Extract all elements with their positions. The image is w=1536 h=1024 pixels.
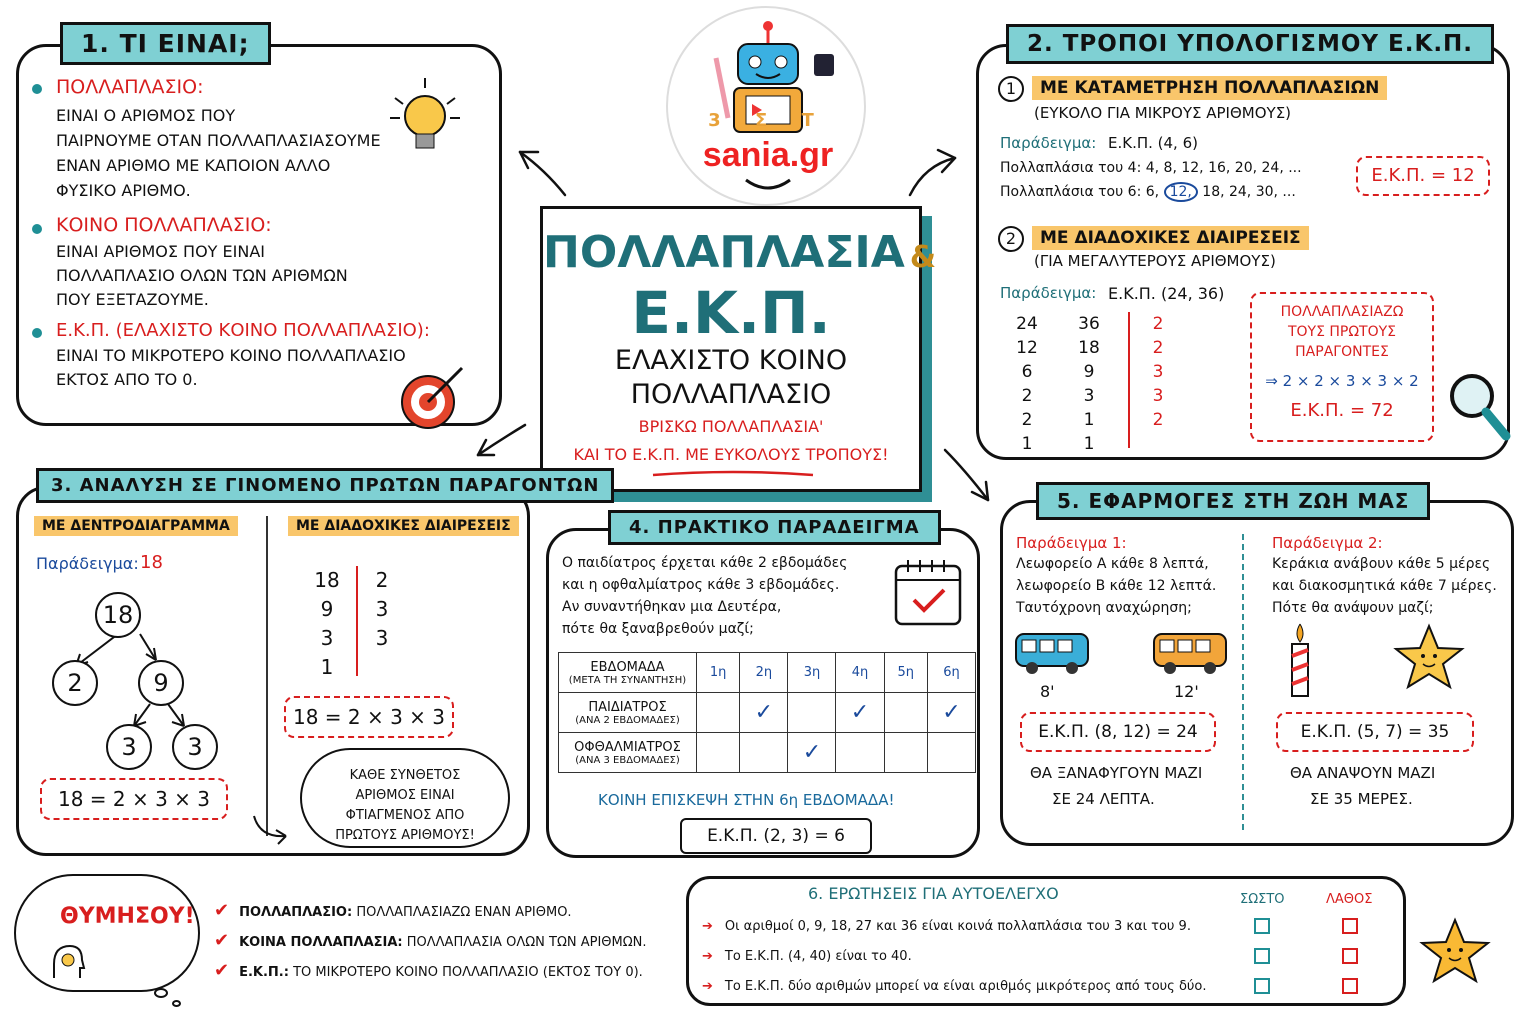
problem-line-2: και η οφθαλμίατρος κάθε 3 εβδομάδες. [562,577,840,593]
section-4-conclusion: ΚΟΙΝΗ ΕΠΙΣΚΕΨΗ ΣΤΗΝ 6η ΕΒΔΟΜΑΔΑ! [598,791,895,809]
calendar-icon [890,556,970,636]
remember-item [214,956,684,986]
section-1-title: 1. ΤΙ ΕΙΝΑΙ; [60,22,271,65]
center-title-box [540,206,937,492]
row-ophthalmologist: ΟΦΘΑΛΜΙΑΤΡΟΣ [574,739,681,755]
s3-division-col-b [370,566,394,653]
logo [666,6,866,206]
correct-header: ΣΩΣΤΟ [1240,892,1285,907]
row-pediatrician: ΠΑΙΔΙΑΤΡΟΣ [588,699,667,715]
division-cell: 1 [1083,410,1095,430]
division-cell: 3 [1083,386,1095,406]
remember-key: ΚΟΙΝΑ ΠΟΛΛΑΠΛΑΣΙΑ: [239,935,403,950]
division-method-heading: ΜΕ ΔΙΑΔΟΧΙΚΕΣ ΔΙΑΙΡΕΣΕΙΣ [288,516,519,536]
tree-node-right-left: 3 [106,724,152,770]
correct-checkbox[interactable] [1254,948,1270,964]
remember-value: ΠΟΛΛΑΠΛΑΣΙΑΖΩ ΕΝΑΝ ΑΡΙΘΜΟ. [356,905,572,920]
division-col-b [1072,312,1106,456]
division-cell: 2 [1152,338,1164,358]
wrong-checkbox[interactable] [1342,948,1358,964]
week-2: 2η [740,653,788,693]
s1-def-1-d: ΦΥΣΙΚΟ ΑΡΙΘΜΟ. [56,181,191,200]
s3-example-label: Παράδειγμα: [36,554,139,573]
quiz-row [702,912,1392,942]
division-cell: 24 [1016,314,1038,334]
multiples-of-6-a: Πολλαπλάσια του 6: 6, [1000,184,1160,200]
s5-example-2-line-2: και διακοσμητικά κάθε 7 μέρες. [1272,578,1497,594]
box-line-2: ΤΟΥΣ ΠΡΩΤΟΥΣ [1287,324,1397,340]
check-icon: ✔ [214,900,230,921]
check-icon: ✓ [836,693,884,733]
tagline-2: ΚΑΙ ΤΟ Ε.Κ.Π. ΜΕ ΕΥΚΟΛΟΥΣ ΤΡΟΠΟΥΣ! [573,445,889,464]
s5-example-1-line-2: λεωφορείο Β κάθε 12 λεπτά. [1016,578,1217,594]
tree-node-left: 2 [52,660,98,706]
cloud-line-3: ΦΤΙΑΓΜΕΝΟΣ ΑΠΟ [345,808,465,823]
s3-division-col-a [310,566,344,682]
week-4: 4η [836,653,884,693]
s1-def-2-b: ΠΟΛΛΑΠΛΑΣΙΟ ΟΛΩΝ ΤΩΝ ΑΡΙΘΜΩΝ [56,266,348,285]
division-cell: 1 [1021,434,1033,454]
s5-example-2-line-1: Κεράκια ανάβουν κάθε 5 μέρες [1272,556,1491,572]
check-icon: ✓ [927,693,975,733]
s1-term-2: ΚΟΙΝΟ ΠΟΛΛΑΠΛΑΣΙΟ: [56,214,272,236]
magnifier-icon [1444,370,1524,450]
s5-example-2-line-3: Πότε θα ανάψουν μαζί; [1272,600,1434,616]
division-cell: 3 [1152,362,1164,382]
week-3: 3η [788,653,836,693]
s5-example-2-title: Παράδειγμα 2: [1272,534,1383,552]
example-1: Ε.Κ.Π. (4, 6) [1108,134,1198,152]
bullet [32,84,42,94]
tree-method-heading: ΜΕ ΔΕΝΤΡΟΔΙΑΓΡΑΜΜΑ [34,516,238,536]
multiples-of-6-circled: 12, [1164,182,1198,202]
bus-1-interval: 8' [1040,682,1055,701]
cloud-line-2: ΑΡΙΘΜΟΣ ΕΙΝΑΙ [355,788,455,803]
check-icon: ✓ [740,693,788,733]
example-2: Ε.Κ.Π. (24, 36) [1108,284,1225,303]
check-icon: ✓ [788,733,836,773]
s1-def-1-a: ΕΙΝΑΙ Ο ΑΡΙΘΜΟΣ ΠΟΥ [56,106,236,125]
subtitle-2: ΠΟΛΛΑΠΛΑΣΙΟ [630,379,832,410]
s1-term-3: Ε.Κ.Π. (ΕΛΑΧΙΣΤΟ ΚΟΙΝΟ ΠΟΛΛΑΠΛΑΣΙΟ): [56,320,430,341]
s5-example-1-line-1: Λεωφορείο Α κάθε 8 λεπτά, [1016,556,1209,572]
section-2-title: 2. ΤΡΟΠΟΙ ΥΠΟΛΟΓΙΣΜΟΥ Ε.Κ.Π. [1006,24,1494,64]
division-col-divisors [1146,312,1170,432]
cloud-line-1: ΚΑΘΕ ΣΥΝΘΕΤΟΣ [349,768,461,783]
underline-squiggle [543,209,925,495]
section-4-result: Ε.Κ.Π. (2, 3) = 6 [680,818,872,854]
s1-def-3-b: ΕΚΤΟΣ ΑΠΟ ΤΟ 0. [56,370,198,389]
bullet [32,224,42,234]
s1-def-1-b: ΠΑΙΡΝΟΥΜΕ ΟΤΑΝ ΠΟΛΛΑΠΛΑΣΙΑΣΟΥΜΕ [56,131,381,150]
s5-answer-1-b: ΣΕ 24 ΛΕΠΤΑ. [1052,790,1155,808]
remember-item [214,926,684,956]
star-icon [1394,624,1464,690]
s5-result-1: Ε.Κ.Π. (8, 12) = 24 [1020,712,1216,752]
s1-def-2-a: ΕΙΝΑΙ ΑΡΙΘΜΟΣ ΠΟΥ ΕΙΝΑΙ [56,242,265,261]
multiples-of-6-c: 18, 24, 30, ... [1202,184,1296,200]
example-label: Παράδειγμα: [1000,134,1097,152]
remember-title: ΘΥΜΗΣΟΥ! [60,904,195,929]
division-cell: 3 [320,626,334,650]
remember-item [214,896,684,926]
arrow-icon: ➔ [702,919,713,934]
arrow-icon: ➔ [702,979,713,994]
quiz-row [702,972,1392,1002]
box-line-1: ΠΟΛΛΑΠΛΑΣΙΑΖΩ [1280,304,1404,320]
head-lightbulb-icon [46,942,86,982]
cloud-dot [172,1000,181,1007]
s3-division-line [356,566,358,676]
smile-icon [668,8,868,208]
division-cell: 12 [1016,338,1038,358]
bus-icon [1150,630,1230,680]
s5-result-2: Ε.Κ.Π. (5, 7) = 35 [1276,712,1474,752]
tree-node-root: 18 [95,592,141,638]
wrong-checkbox[interactable] [1342,918,1358,934]
quiz-question: Το Ε.Κ.Π. (4, 40) είναι το 40. [724,949,912,964]
logo-letters: 3 Σ Τ [708,110,828,131]
star-icon [1420,918,1490,984]
division-cell: 2 [1152,314,1164,334]
check-icon: ✔ [214,960,230,981]
box-product: ⇒ 2 × 2 × 3 × 3 × 2 [1265,372,1419,390]
week-1: 1η [697,653,740,693]
division-cell: 2 [1152,410,1164,430]
lightbulb-icon [390,76,460,166]
division-cell: 1 [1083,434,1095,454]
tree-result: 18 = 2 × 3 × 3 [40,778,228,820]
division-cell: 3 [375,597,389,621]
quiz-list [702,912,1392,1002]
tagline-1: ΒΡΙΣΚΩ ΠΟΛΛΑΠΛΑΣΙΑ' [638,417,824,436]
subtitle-1: ΕΛΑΧΙΣΤΟ ΚΟΙΝΟ [614,345,848,376]
s5-answer-1-a: ΘΑ ΞΑΝΑΦΥΓΟΥΝ ΜΑΖΙ [1030,764,1203,782]
row-pediatrician-sub: (ΑΝΑ 2 ΕΒΔΟΜΑΔΕΣ) [575,714,680,726]
wrong-header: ΛΑΘΟΣ [1326,892,1373,907]
prime-product-box [1250,292,1434,442]
division-col-a [1010,312,1044,456]
result-1: Ε.Κ.Π. = 12 [1356,156,1490,196]
multiples-of-6 [1000,184,1296,200]
box-result: Ε.Κ.Π. = 72 [1290,400,1394,421]
table-head-sub: (ΜΕΤΑ ΤΗ ΣΥΝΑΝΤΗΣΗ) [568,674,687,686]
multiples-of-4: Πολλαπλάσια του 4: 4, 8, 12, 16, 20, 24, ... [1000,160,1302,176]
division-cell: 18 [1078,338,1100,358]
method-2-number: 2 [998,226,1024,252]
section-6-title: 6. ΕΡΩΤΗΣΕΙΣ ΓΙΑ ΑΥΤΟΕΛΕΓΧΟ [808,884,1059,903]
division-line [1128,312,1130,448]
correct-checkbox[interactable] [1254,978,1270,994]
s5-answer-2-b: ΣΕ 35 ΜΕΡΕΣ. [1310,790,1413,808]
check-icon: ✔ [214,930,230,951]
division-cell: 18 [314,568,340,592]
s5-answer-2-a: ΘΑ ΑΝΑΨΟΥΝ ΜΑΖΙ [1290,764,1436,782]
ampersand: & [909,240,937,275]
row-ophthalmologist-sub: (ΑΝΑ 3 ΕΒΔΟΜΑΔΕΣ) [575,754,680,766]
division-result: 18 = 2 × 3 × 3 [284,696,454,738]
week-5: 5η [884,653,927,693]
fact-cloud [300,748,510,848]
target-icon [392,358,472,438]
method-1-number: 1 [998,76,1024,102]
weeks-table [558,652,976,773]
bus-icon [1012,630,1092,680]
remember-value: ΠΟΛΛΑΠΛΑΣΙΑ ΟΛΩΝ ΤΩΝ ΑΡΙΘΜΩΝ. [406,935,647,950]
remember-key: ΠΟΛΛΑΠΛΑΣΙΟ: [239,905,353,920]
division-cell: 9 [1083,362,1095,382]
cloud-line-4: ΠΡΩΤΟΥΣ ΑΡΙΘΜΟΥΣ! [335,828,475,843]
correct-checkbox[interactable] [1254,918,1270,934]
box-line-3: ΠΑΡΑΓΟΝΤΕΣ [1295,344,1389,360]
quiz-question: Οι αριθμοί 0, 9, 18, 27 και 36 είναι κοινά πολλαπλάσια του 3 και του 9. [724,919,1191,934]
problem-line-3: Αν συναντήθηκαν μια Δευτέρα, [562,599,782,615]
division-cell: 2 [1021,386,1033,406]
tree-node-right-right: 3 [172,724,218,770]
candle-icon [1286,620,1326,700]
method-2-note: (ΓΙΑ ΜΕΓΑΛΥΤΕΡΟΥΣ ΑΡΙΘΜΟΥΣ) [1034,252,1276,270]
bullet [32,328,42,338]
tree-node-right: 9 [138,660,184,706]
remember-key: Ε.Κ.Π.: [239,965,289,980]
example-label: Παράδειγμα: [1000,284,1097,302]
main-title-ekp: Ε.Κ.Π. [631,279,831,347]
quiz-question: Το Ε.Κ.Π. δύο αριθμών μπορεί να είναι αριθμός μικρότερος από τους δύο. [724,979,1207,994]
remember-value: ΤΟ ΜΙΚΡΟΤΕΡΟ ΚΟΙΝΟ ΠΟΛΛΑΠΛΑΣΙΟ (ΕΚΤΟΣ ΤΟΥ 0). [293,965,643,980]
curved-arrow-icon [250,812,300,852]
division-cell: 2 [375,568,389,592]
arrow-icon: ➔ [702,949,713,964]
section-5-divider [1242,534,1244,830]
method-1-note: (ΕΥΚΟΛΟ ΓΙΑ ΜΙΚΡΟΥΣ ΑΡΙΘΜΟΥΣ) [1034,104,1292,122]
division-cell: 2 [1021,410,1033,430]
method-2-title: ΜΕ ΔΙΑΔΟΧΙΚΕΣ ΔΙΑΙΡΕΣΕΙΣ [1032,226,1309,250]
problem-line-1: Ο παιδίατρος έρχεται κάθε 2 εβδομάδες [562,555,848,571]
logo-text: sania.gr [702,136,834,174]
division-cell: 3 [375,626,389,650]
bus-2-interval: 12' [1174,682,1199,701]
s5-example-1-line-3: Ταυτόχρονη αναχώρηση; [1016,600,1192,616]
problem-line-4: πότε θα ξαναβρεθούν μαζί; [562,621,754,637]
division-cell: 6 [1021,362,1033,382]
main-title: ΠΟΛΛΑΠΛΑΣΙΑ [543,227,905,278]
remember-list [214,896,684,986]
division-cell: 1 [320,655,334,679]
wrong-checkbox[interactable] [1342,978,1358,994]
s1-def-2-c: ΠΟΥ ΕΞΕΤΑΖΟΥΜΕ. [56,290,209,309]
quiz-row [702,942,1392,972]
s1-def-1-c: ΕΝΑΝ ΑΡΙΘΜΟ ΜΕ ΚΑΠΟΙΟΝ ΑΛΛΟ [56,156,331,175]
section-4-title: 4. ΠΡΑΚΤΙΚΟ ΠΑΡΑΔΕΙΓΜΑ [608,510,941,545]
division-cell: 9 [320,597,334,621]
week-6: 6η [927,653,975,693]
s3-example-number: 18 [140,552,163,573]
section-3-title: 3. ΑΝΑΛΥΣΗ ΣΕ ΓΙΝΟΜΕΝΟ ΠΡΩΤΩΝ ΠΑΡΑΓΟΝΤΩΝ [36,468,614,503]
s5-example-1-title: Παράδειγμα 1: [1016,534,1127,552]
section-5-title: 5. ΕΦΑΡΜΟΓΕΣ ΣΤΗ ΖΩΗ ΜΑΣ [1036,482,1430,520]
s1-term-1: ΠΟΛΛΑΠΛΑΣΙΟ: [56,76,204,98]
division-cell: 36 [1078,314,1100,334]
s1-def-3-a: ΕΙΝΑΙ ΤΟ ΜΙΚΡΟΤΕΡΟ ΚΟΙΝΟ ΠΟΛΛΑΠΛΑΣΙΟ [56,346,406,365]
method-1-title: ΜΕ ΚΑΤΑΜΕΤΡΗΣΗ ΠΟΛΛΑΠΛΑΣΙΩΝ [1032,76,1387,100]
cloud-dot [154,988,168,998]
division-cell: 3 [1152,386,1164,406]
table-head-label: ΕΒΔΟΜΑΔΑ [590,659,665,675]
remember-cloud [14,874,200,992]
